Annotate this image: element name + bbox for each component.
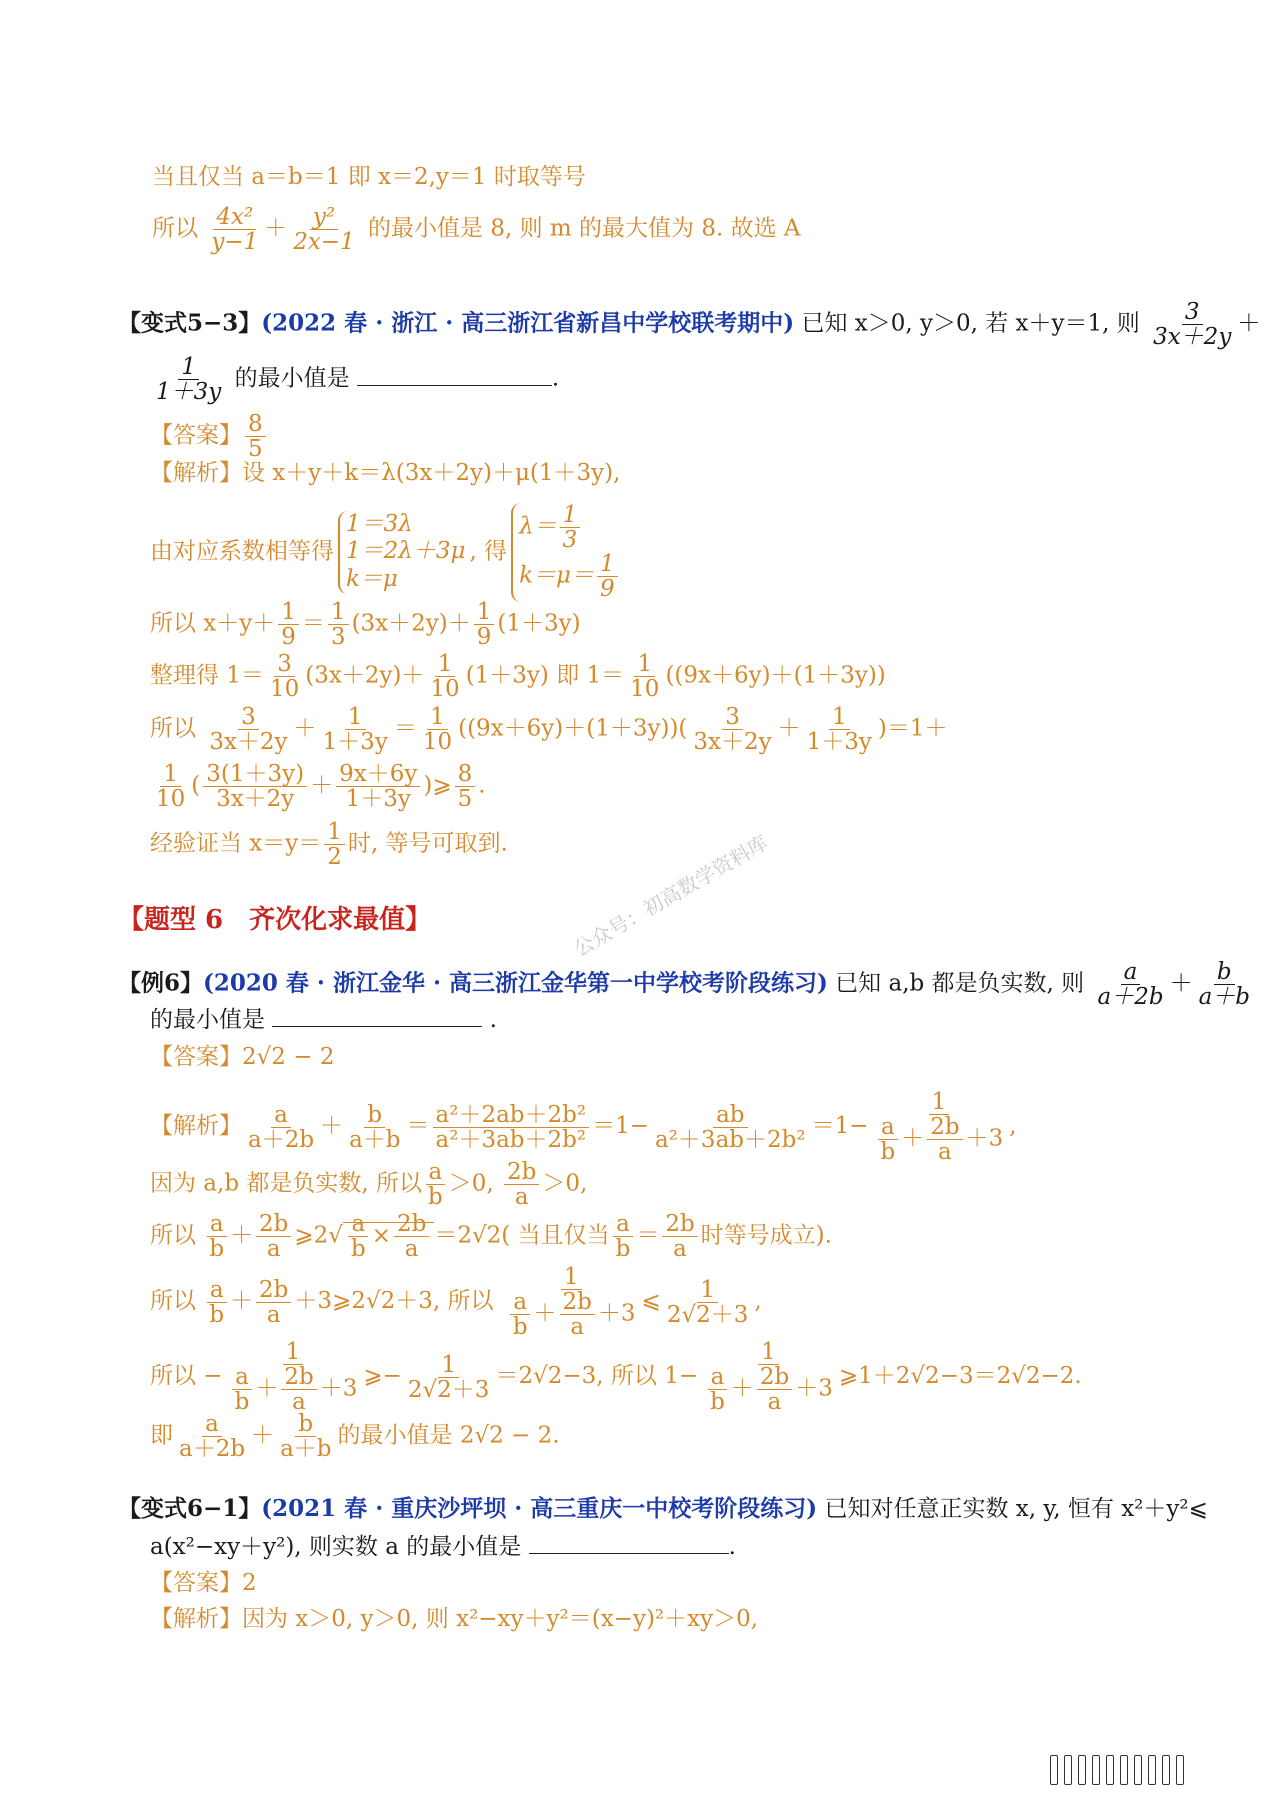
answer-tag: 【答案】 [150,1570,242,1596]
text-so: 所以 [152,215,198,242]
variant-5-3-question: 【变式5−3】(2022 春 · 浙江 · 高三浙江省新昌中学校联考期中) 已知 x＞0, y＞0, 若 x＋y＝1, 则 $\frac{3}{3x+2y}$ ＋ [118,299,1261,351]
analysis-line-5: 所以 − 1 $\frac{a}{b}$ ＋ $\frac{2b}{a}$ ＋3 ⩾− $\frac{1}{2√2+3}$ ＝2√2−3, 所以 1− 1 $\frac{a}{b}$ ＋ $\frac{2b}{a}$ ＋3 ⩾1＋2√2−3＝2√2−2. [150,1339,1082,1416]
example-6-question: 【例6】(2020 春 · 浙江金华 · 高三浙江金华第一中学校考阶段练习) 已知 a,b 都是负实数, 则 $\frac{a}{a+2b}$ ＋ $\frac{b}{a+b}$ [118,959,1250,1011]
solution-line-1: 当且仅当 a＝b＝1 即 x＝2,y＝1 时取等号 [152,164,586,190]
answer-blank [529,1552,729,1554]
analysis-text: 即 [150,1422,173,1449]
question-text-2: a(x²−xy＋y²), 则实数 a 的最小值是 [150,1534,522,1560]
example-6-question-cont: 的最小值是 . [150,1007,497,1033]
example-tag: 【例6】 [118,969,204,997]
variant-tag: 【变式5−3】 [118,309,262,337]
text-conclusion: 的最小值是 8, 则 m 的最大值为 8. 故选 A [368,215,801,242]
answer-blank [272,1025,482,1027]
analysis-text: 经验证当 x＝y＝ [150,830,322,857]
analysis-line-2: 由对应系数相等得 1＝3λ 1＝2λ＋3μ k＝μ , 得 λ＝ $\frac{1}{3}$ k＝μ＝ $\frac{1}{9}$ [150,503,625,602]
question-text-2: 的最小值是 [234,365,350,392]
analysis-text: , 得 [469,538,508,565]
analysis-tag: 【解析】 [150,460,242,486]
answer-line: 【答案】 $\frac{8}{5}$ [150,412,269,461]
question-text: 已知 a,b 都是负实数, 则 [835,970,1085,997]
variant-6-1-question-cont: a(x²−xy＋y²), 则实数 a 的最小值是 . [150,1534,736,1560]
answer-tag: 【答案】 [150,422,242,449]
analysis-text: 整理得 1＝ [150,662,264,689]
answer-tag: 【答案】 [150,1044,242,1070]
question-text: 已知 x＞0, y＞0, 若 x＋y＝1, 则 [801,310,1140,337]
analysis-line-7: 经验证当 x＝y＝ $\frac{1}{2}$ 时, 等号可取到. [150,819,508,871]
analysis-line-4: 所以 $\frac{a}{b}$ ＋ $\frac{2b}{a}$ ＋3⩾2√2＋3, 所以 1 $\frac{a}{b}$ ＋ $\frac{2b}{a}$ ＋3 ⩽ $\frac{1}{2√2+3}$ , [150,1264,762,1341]
bottom-logo-icon [1050,1755,1250,1785]
analysis-line-1: 【解析】 $\frac{a}{a+2b}$ ＋ $\frac{b}{a+b}$ ＝ $\frac{\text{a²＋2ab＋2b²}}{\text{a²＋3ab＋2b²}}$ ＝1− $\frac{ab}{\text{a²＋3ab＋2b²}}$ ＝1− 1 $\frac{a}{b}$ ＋ $\frac{2b}{a}$ ＋3 , [150,1089,1017,1166]
example-source: (2020 春 · 浙江金华 · 高三浙江金华第一中学校考阶段练习) [203,969,828,997]
analysis-line-6: $\frac{1}{10}$ ( $\frac{3(1+3y)}{3x+2y}$ ＋ $\frac{9x+6y}{1+3y}$ )⩾ $\frac{8}{5}$ . [156,761,486,813]
analysis-text: 所以 [150,715,196,742]
analysis-tag: 【解析】 [150,1113,242,1140]
analysis-text: 由对应系数相等得 [150,538,334,565]
variant-source: (2022 春 · 浙江 · 高三浙江省新昌中学校联考期中) [261,309,795,337]
answer-value: 2√2 − 2 [242,1044,335,1070]
answer-line [150,1568,257,1598]
analysis-text: 因为 a,b 都是负实数, 所以 [150,1170,422,1197]
analysis-text: 的最小值是 2√2 − 2. [337,1422,560,1449]
analysis-line-5: 所以 $\frac{3}{3x+2y}$ ＋ $\frac{1}{1+3y}$ ＝ $\frac{1}{10}$ ((9x＋6y)＋(1＋3y))( $\frac{3}{3x+2y}$ ＋ $\frac{1}{1+3y}$ )＝1＋ [150,704,948,756]
answer-blank [357,384,552,386]
section-title-type-6: 【题型 6 齐次化求最值】 [118,905,432,935]
analysis-line-3: 所以 $\frac{a}{b}$ ＋ $\frac{2b}{a}$ ⩾2√ $\frac{a}{b}$ × $\frac{2b}{a}$ ＝2√2( 当且仅当 $\frac{a}{b}$ ＝ $\frac{2b}{a}$ 时等号成立). [150,1211,832,1263]
variant-5-3-question-cont: $\frac{1}{1+3y}$ 的最小值是 . [156,354,560,406]
analysis-line-2: 因为 a,b 都是负实数, 所以 $\frac{a}{b}$ ＞0, $\frac{2b}{a}$ ＞0, [150,1159,588,1211]
variant-source: (2021 春 · 重庆沙坪坝 · 高三重庆一中校考阶段练习) [261,1495,818,1522]
variant-6-1-question [118,1494,1208,1524]
analysis-text: 时等号成立). [700,1222,832,1249]
analysis-line-6: 即 $\frac{a}{a+2b}$ ＋ $\frac{b}{a+b}$ 的最小值是 2√2 − 2. [150,1411,560,1463]
answer-value: 2 [242,1570,257,1596]
analysis-text: 时, 等号可取到. [347,830,508,857]
analysis-text: ( 当且仅当 [501,1222,610,1249]
analysis-line-1 [150,1604,758,1634]
variant-tag: 【变式6−1】 [118,1495,262,1522]
analysis-text: 所以 x＋y＋ [150,610,276,637]
analysis-line-3: 所以 x＋y＋ $\frac{1}{9}$ ＝ $\frac{1}{3}$ (3x＋2y)＋ $\frac{1}{9}$ (1＋3y) [150,599,581,651]
analysis-line-1 [150,458,620,488]
analysis-text: 设 x＋y＋k＝λ(3x＋2y)＋μ(1＋3y), [242,460,621,486]
analysis-text: 因为 x＞0, y＞0, 则 x²−xy＋y²＝(x−y)²＋xy＞0, [242,1606,759,1632]
watermark: 公众号：初高数学资料库 [569,830,773,962]
question-text: 已知对任意正实数 x, y, 恒有 x²＋y²⩽ [824,1496,1208,1522]
answer-line [150,1042,334,1072]
solution-line-2: 所以 $\frac{\text{4x²}}{y-1}$ ＋ $\frac{\text{y²}}{2x-1}$ 的最小值是 8, 则 m 的最大值为 8. 故选 A [152,204,801,256]
analysis-tag: 【解析】 [150,1606,242,1632]
question-text-2: 的最小值是 [150,1007,265,1033]
analysis-line-4: 整理得 1＝ $\frac{3}{10}$ (3x＋2y)＋ $\frac{1}{10}$ (1＋3y) 即 1＝ $\frac{1}{10}$ ((9x＋6y)＋(1＋3y)) [150,651,886,703]
